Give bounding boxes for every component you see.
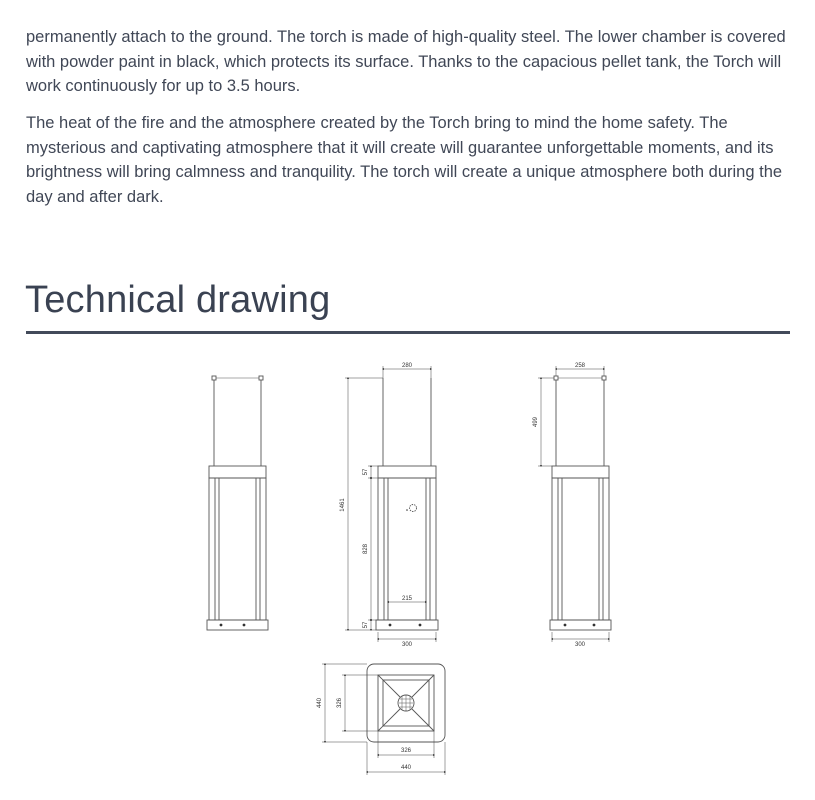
left-elevation-view [207, 376, 268, 630]
description-paragraph-2: The heat of the fire and the atmosphere created by the Torch bring to mind the home safety. The mysterious and captivating atmosphere that it will create will guarantee unforgettable moments, and its brightness will bring calmness and tranquility. The torch will create a unique atmosphere both during the day and after dark. [26, 114, 783, 206]
side-base-width-label: 300 [574, 642, 586, 648]
plan-inner-height-label: 326 [337, 697, 343, 709]
side-elevation-view [550, 376, 611, 630]
section-heading: Technical drawing [25, 279, 331, 321]
front-elevation-view [376, 378, 438, 630]
front-bottom-band-label: 57 [363, 621, 369, 629]
front-dimension-labels [340, 363, 413, 648]
plan-outer-height-label: 440 [317, 697, 323, 709]
front-top-width-label: 280 [401, 363, 413, 369]
side-dimensions [538, 366, 609, 642]
heading-underline [26, 331, 790, 334]
front-base-width-label: 300 [401, 642, 413, 648]
plan-dimension-labels [317, 697, 412, 771]
front-body-height-label: 828 [363, 543, 369, 555]
front-inner-width-label: 215 [401, 596, 413, 602]
plan-view [367, 664, 445, 742]
plan-outer-width-label: 440 [400, 765, 412, 771]
front-total-height-label: 1461 [340, 498, 346, 512]
description-paragraph-1: permanently attach to the ground. The torch is made of high-quality steel. The lower chamber is covered with powder paint in black, which protects its surface. Thanks to the capacious pellet tank, the Torch will work continuously for up to 3.5 hours. [26, 28, 786, 95]
plan-inner-width-label: 326 [400, 748, 412, 754]
front-top-band-label: 57 [363, 468, 369, 476]
technical-drawing [0, 340, 815, 800]
front-dimensions [345, 366, 436, 642]
side-top-width-label: 258 [574, 363, 586, 369]
side-glass-height-label: 499 [533, 416, 539, 428]
